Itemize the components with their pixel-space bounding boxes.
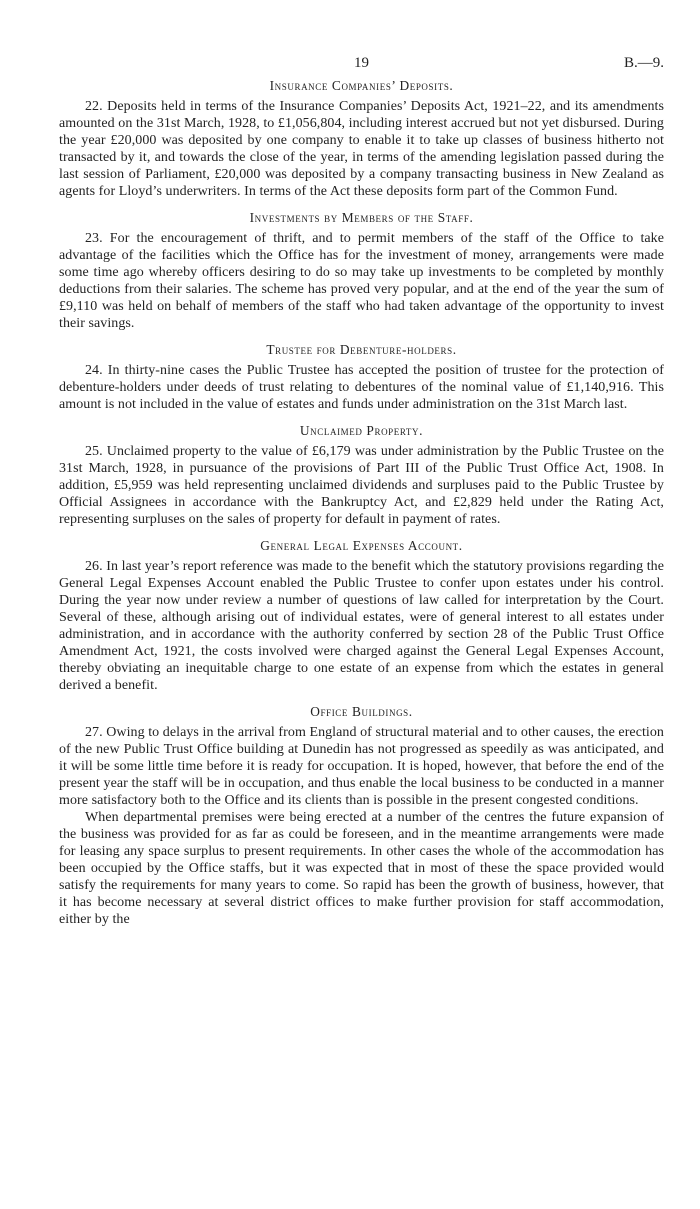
section-heading: General Legal Expenses Account. bbox=[260, 538, 463, 553]
section-debenture-trustee bbox=[59, 342, 664, 413]
paragraph-22: 22. Deposits held in terms of the Insurance Companies’ Deposits Act, 1921–22, and its amendments amounted on the 31st March, 1928, to £1,056,804, including interest accrued but not yet disbursed. During the year £20,000 was deposited by one company to enable it to take up classes of business hitherto not transacted by it, and towards the close of the year, in terms of the amending legislation passed during the last session of Parliament, £20,000 was deposited by a company transacting business in New Zealand as agents for Lloyd’s underwriters. In terms of the Act these deposits form part of the Common Fund. bbox=[59, 99, 664, 199]
section-heading: Insurance Companies’ Deposits. bbox=[269, 78, 454, 93]
section-heading: Office Buildings. bbox=[310, 704, 413, 719]
paragraph-27: 27. Owing to delays in the arrival from England of structural material and to other causes, the erection of the new Public Trust Office building at Dunedin has not progressed as speedily as was anticipated, and it will be some little time before it is ready for occupation. It is hoped, however, that before the end of the present year the staff will be in occupation, and thus enable the local business to be conducted in a manner more satisfactory both to the Office and its clients than is possible in the present congested conditions. bbox=[59, 725, 664, 808]
section-unclaimed-property bbox=[59, 423, 664, 528]
section-heading: Investments by Members of the Staff. bbox=[249, 210, 474, 225]
paragraph-25: 25. Unclaimed property to the value of £6,179 was under administration by the Public Trustee on the 31st March, 1928, in pursuance of the provisions of Part III of the Public Trust Office Act, 1908. In addition, £5,959 was held representing unclaimed dividends and surpluses paid to the Public Trustee by Official Assignees in accordance with the Bankruptcy Act, and £2,829 held under the Rating Act, representing surpluses on the sales of property for default in payment of rates. bbox=[59, 444, 664, 527]
document-reference: B.—9. bbox=[623, 55, 664, 71]
paragraph-26: 26. In last year’s report reference was made to the benefit which the statutory provisions regarding the General Legal Expenses Account enabled the Public Trustee to confer upon estates under his control. During the year now under review a number of questions of law called for interpretation by the Court. Several of these, although arising out of individual estates, were of general interest to all estates under administration, and in accordance with the authority conferred by section 28 of the Public Trust Office Amendment Act, 1921, the costs involved were charged against the General Legal Expenses Account, thereby obviating an inequitable charge to one estate of an expense from which the estates in general derived a benefit. bbox=[59, 559, 664, 693]
paragraph-24: 24. In thirty-nine cases the Public Trustee has accepted the position of trustee for the protection of debenture-holders under deeds of trust relating to debentures of the nominal value of £1,140,916. This amount is not included in the value of estates and funds under administration on the 31st March last. bbox=[59, 363, 664, 412]
section-legal-expenses bbox=[59, 538, 664, 694]
paragraph-23: 23. For the encouragement of thrift, and to permit members of the staff of the Office to take advantage of the facilities which the Office has for the investment of money, arrangements were made some time ago whereby officers desiring to do so may take up investments to be completed by monthly deductions from their salaries. The scheme has proved very popular, and at the end of the year the sum of £9,110 was held on behalf of members of the staff who had taken advantage of the opportunity to invest their savings. bbox=[59, 231, 664, 331]
section-heading: Trustee for Debenture-holders. bbox=[266, 342, 457, 357]
page-number: 19 bbox=[354, 55, 369, 71]
section-heading: Unclaimed Property. bbox=[299, 423, 424, 438]
section-insurance-deposits bbox=[59, 78, 664, 200]
paragraph-27-continued: When departmental premises were being erected at a number of the centres the future expansion of the business was provided for as far as could be foreseen, and in the meantime arrangements were made for leasing any space surplus to present requirements. In other cases the whole of the accommodation has been occupied by the Office staffs, but it was expected that in most of these the space provided would satisfy the requirements for many years to come. So rapid has been the growth of business, however, that it has become necessary at several district offices to make further provision for staff accommodation, either by the bbox=[59, 810, 664, 927]
section-office-buildings bbox=[59, 704, 664, 928]
section-staff-investments bbox=[59, 210, 664, 332]
page-header bbox=[59, 50, 664, 70]
